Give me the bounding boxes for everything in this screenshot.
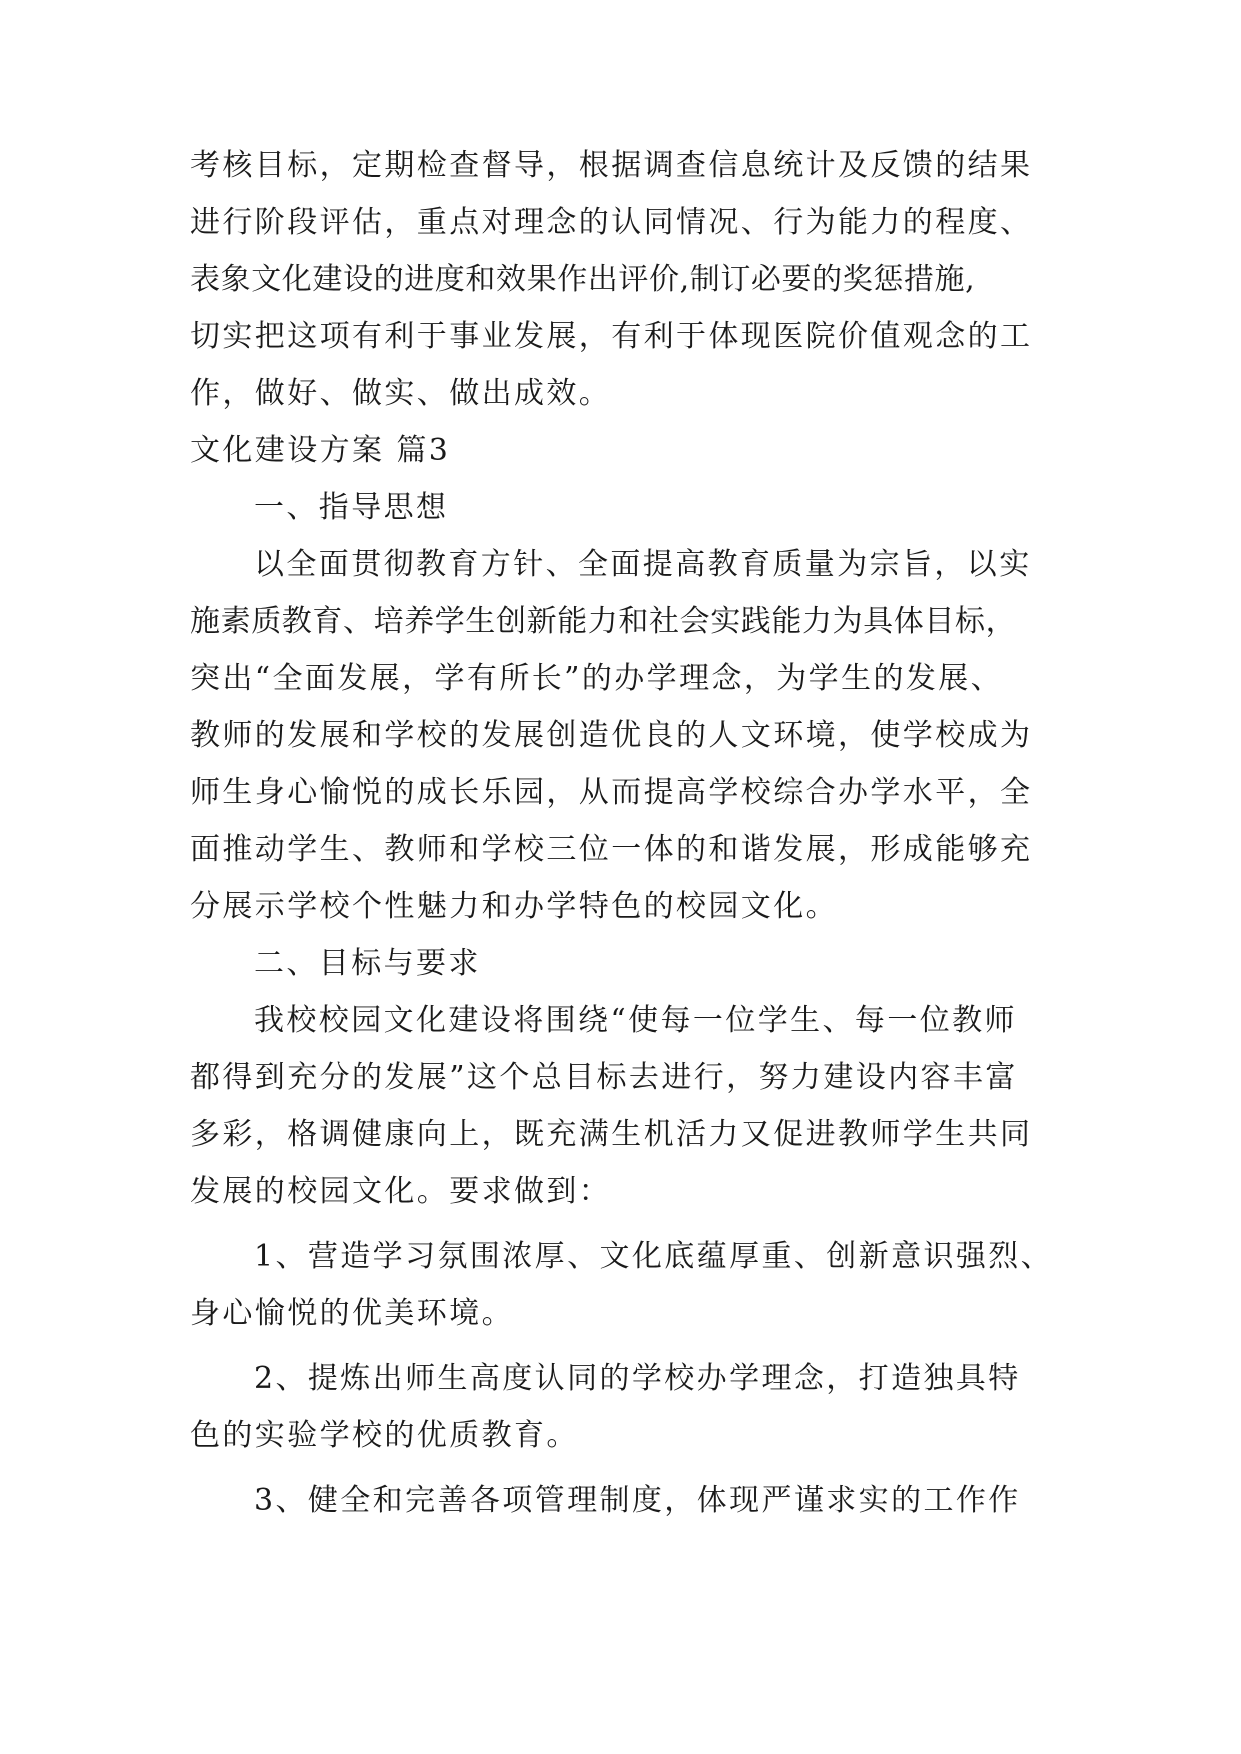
- section-title: 文化建设方案 篇3: [190, 433, 451, 468]
- paragraph-line: 面推动学生、教师和学校三位一体的和谐发展，形成能够充: [190, 832, 1033, 867]
- paragraph-line: 我校校园文化建设将围绕“使每一位学生、每一位教师: [254, 1003, 1017, 1038]
- paragraph-line: 教师的发展和学校的发展创造优良的人文环境，使学校成为: [190, 718, 1033, 753]
- section-heading: 一、指导思想: [254, 490, 449, 525]
- list-item: 2、提炼出师生高度认同的学校办学理念，打造独具特: [254, 1361, 1021, 1396]
- section-heading: 二、目标与要求: [254, 946, 481, 981]
- paragraph-line: 进行阶段评估，重点对理念的认同情况、行为能力的程度、: [190, 205, 1033, 240]
- paragraph-line: 施素质教育、培养学生创新能力和社会实践能力为具体目标，: [190, 604, 1017, 639]
- list-item: 3、健全和完善各项管理制度，体现严谨求实的工作作: [254, 1483, 1021, 1518]
- paragraph-line: 多彩，格调健康向上，既充满生机活力又促进教师学生共同: [190, 1117, 1033, 1152]
- paragraph-line: 切实把这项有利于事业发展，有利于体现医院价值观念的工: [190, 319, 1033, 354]
- paragraph-line: 发展的校园文化。要求做到：: [190, 1174, 612, 1209]
- paragraph-line: 分展示学校个性魅力和办学特色的校园文化。: [190, 889, 838, 924]
- paragraph-line: 表象文化建设的进度和效果作出评价,制订必要的奖惩措施,: [190, 262, 976, 297]
- paragraph-line: 考核目标，定期检查督导，根据调查信息统计及反馈的结果: [190, 148, 1033, 183]
- list-item-continuation: 身心愉悦的优美环境。: [190, 1296, 514, 1331]
- paragraph-line: 都得到充分的发展”这个总目标去进行，努力建设内容丰富: [190, 1060, 1018, 1095]
- list-item: 1、营造学习氛围浓厚、文化底蕴厚重、创新意识强烈、: [254, 1239, 1054, 1274]
- list-item-continuation: 色的实验学校的优质教育。: [190, 1418, 579, 1453]
- paragraph-line: 以全面贯彻教育方针、全面提高教育质量为宗旨，以实: [254, 547, 1032, 582]
- paragraph-line: 作，做好、做实、做出成效。: [190, 376, 612, 411]
- paragraph-line: 师生身心愉悦的成长乐园，从而提高学校综合办学水平，全: [190, 775, 1033, 810]
- paragraph-line: 突出“全面发展，学有所长”的办学理念，为学生的发展、: [190, 661, 1004, 696]
